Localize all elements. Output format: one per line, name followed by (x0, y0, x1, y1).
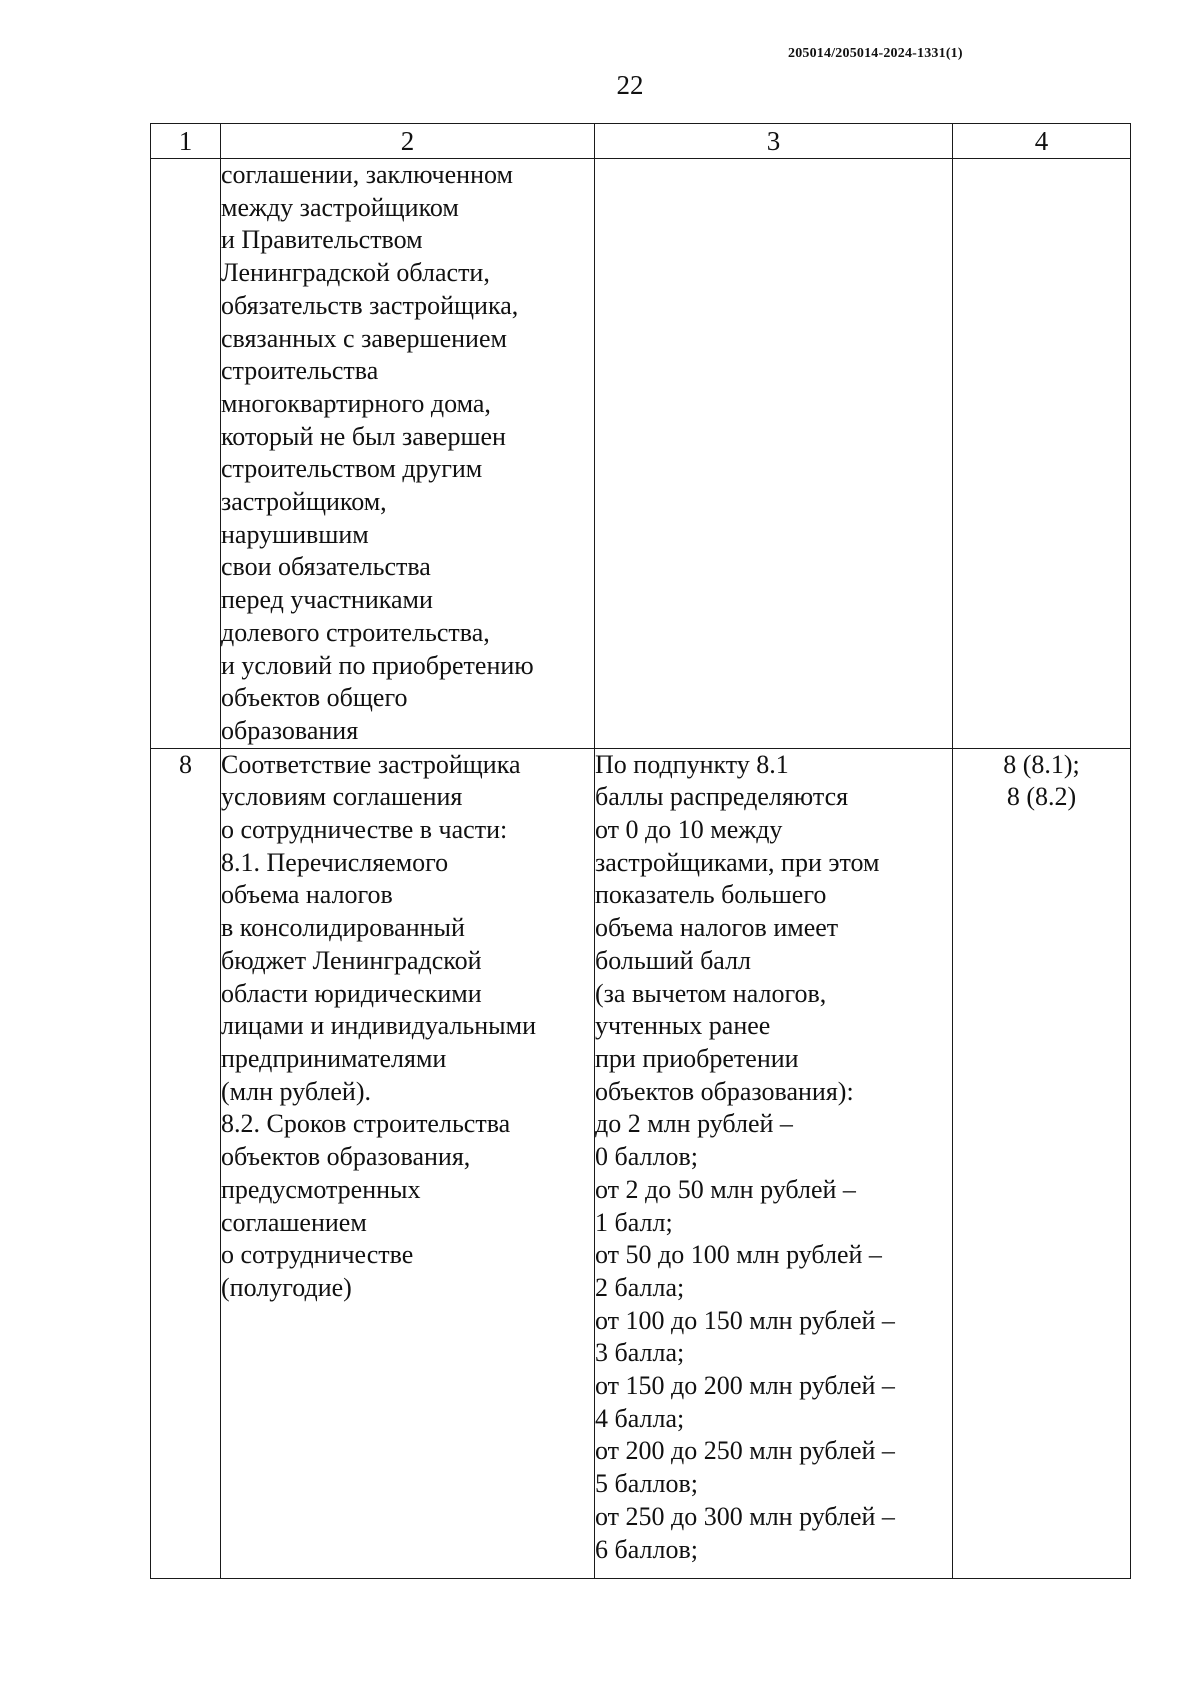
text-line: 2 балла; (595, 1272, 685, 1302)
text-line: о сотрудничестве в части: (221, 815, 508, 845)
text-line: долевого строительства, (221, 617, 490, 647)
text-line: от 200 до 250 млн рублей – (595, 1436, 895, 1466)
document-id: 205014/205014-2024-1331(1) (788, 46, 963, 61)
text-line: строительства (221, 356, 379, 386)
text-line: застройщиком, (221, 487, 387, 517)
text-line: образования (221, 715, 359, 745)
text-line: объема налогов (221, 880, 393, 910)
criteria-table (150, 123, 1131, 1579)
column-header: 1 (151, 124, 221, 159)
text-line: Соответствие застройщика (221, 749, 521, 779)
text-line: объема налогов имеет (595, 913, 839, 943)
text-line: лицами и индивидуальными (221, 1011, 537, 1041)
row-number-cell: 8 (151, 748, 221, 1578)
text-line: и условий по приобретению (221, 650, 534, 680)
text-line: 0 баллов; (595, 1142, 698, 1172)
column-header: 4 (953, 124, 1131, 159)
text-line: (за вычетом налогов, (595, 978, 827, 1008)
text-line: больший балл (595, 945, 752, 975)
table-row (151, 748, 1131, 1578)
text-line: 8.1. Перечисляемого (221, 847, 449, 877)
text-line: между застройщиком (221, 192, 459, 222)
text-line: 3 балла; (595, 1338, 685, 1368)
text-line: и Правительством (221, 225, 423, 255)
text-line: По подпункту 8.1 (595, 749, 789, 779)
page-number: 22 (616, 70, 644, 100)
text-line: показатель большего (595, 880, 827, 910)
text-line: многоквартирного дома, (221, 388, 491, 418)
text-line: от 0 до 10 между (595, 815, 783, 845)
text-line: от 250 до 300 млн рублей – (595, 1501, 895, 1531)
text-line: от 50 до 100 млн рублей – (595, 1240, 882, 1270)
score-cell (953, 159, 1131, 749)
text-line: о сотрудничестве (221, 1240, 414, 1270)
text-line: застройщиками, при этом (595, 847, 880, 877)
method-cell (595, 159, 953, 749)
method-cell (595, 748, 953, 1578)
text-line: 8 (8.1); (1003, 749, 1080, 779)
text-line: 4 балла; (595, 1403, 685, 1433)
text-line: 8 (8.2) (1006, 782, 1077, 812)
text-line: при приобретении (595, 1043, 799, 1073)
text-line: (млн рублей). (221, 1076, 371, 1106)
text-line: 8.2. Сроков строительства (221, 1109, 511, 1139)
score-cell (953, 748, 1131, 1578)
row-number-cell (151, 159, 221, 749)
text-line: объектов общего (221, 683, 408, 713)
text-line: соглашением (221, 1207, 367, 1237)
text-line: условиям соглашения (221, 782, 463, 812)
text-line: который не был завершен (221, 421, 506, 451)
text-line: предпринимателями (221, 1043, 447, 1073)
text-line: 1 балл; (595, 1207, 673, 1237)
text-line: 5 баллов; (595, 1469, 698, 1499)
text-line: (полугодие) (221, 1272, 352, 1302)
text-line: области юридическими (221, 978, 482, 1008)
text-line: предусмотренных (221, 1174, 421, 1204)
text-line: до 2 млн рублей – (595, 1109, 793, 1139)
table-header-row (151, 124, 1131, 159)
text-line: соглашении, заключенном (221, 160, 513, 189)
text-line: объектов образования, (221, 1142, 471, 1172)
text-line: объектов образования): (595, 1076, 854, 1106)
text-line: обязательств застройщика, (221, 290, 519, 320)
text-line: в консолидированный (221, 913, 465, 943)
text-line: бюджет Ленинградской (221, 945, 482, 975)
table-row (151, 159, 1131, 749)
text-line: нарушившим (221, 519, 369, 549)
text-line: учтенных ранее (595, 1011, 771, 1041)
column-header: 2 (221, 124, 595, 159)
text-line: Ленинградской области, (221, 258, 490, 288)
criterion-cell (221, 159, 595, 749)
text-line: 6 баллов; (595, 1534, 698, 1564)
text-line: связанных с завершением (221, 323, 507, 353)
text-line: от 150 до 200 млн рублей – (595, 1371, 895, 1401)
text-line: свои обязательства (221, 552, 431, 582)
criterion-cell (221, 748, 595, 1578)
text-line: от 2 до 50 млн рублей – (595, 1174, 856, 1204)
text-line: баллы распределяются (595, 782, 849, 812)
text-line: от 100 до 150 млн рублей – (595, 1305, 895, 1335)
text-line: перед участниками (221, 585, 433, 615)
text-line: строительством другим (221, 454, 483, 484)
column-header: 3 (595, 124, 953, 159)
